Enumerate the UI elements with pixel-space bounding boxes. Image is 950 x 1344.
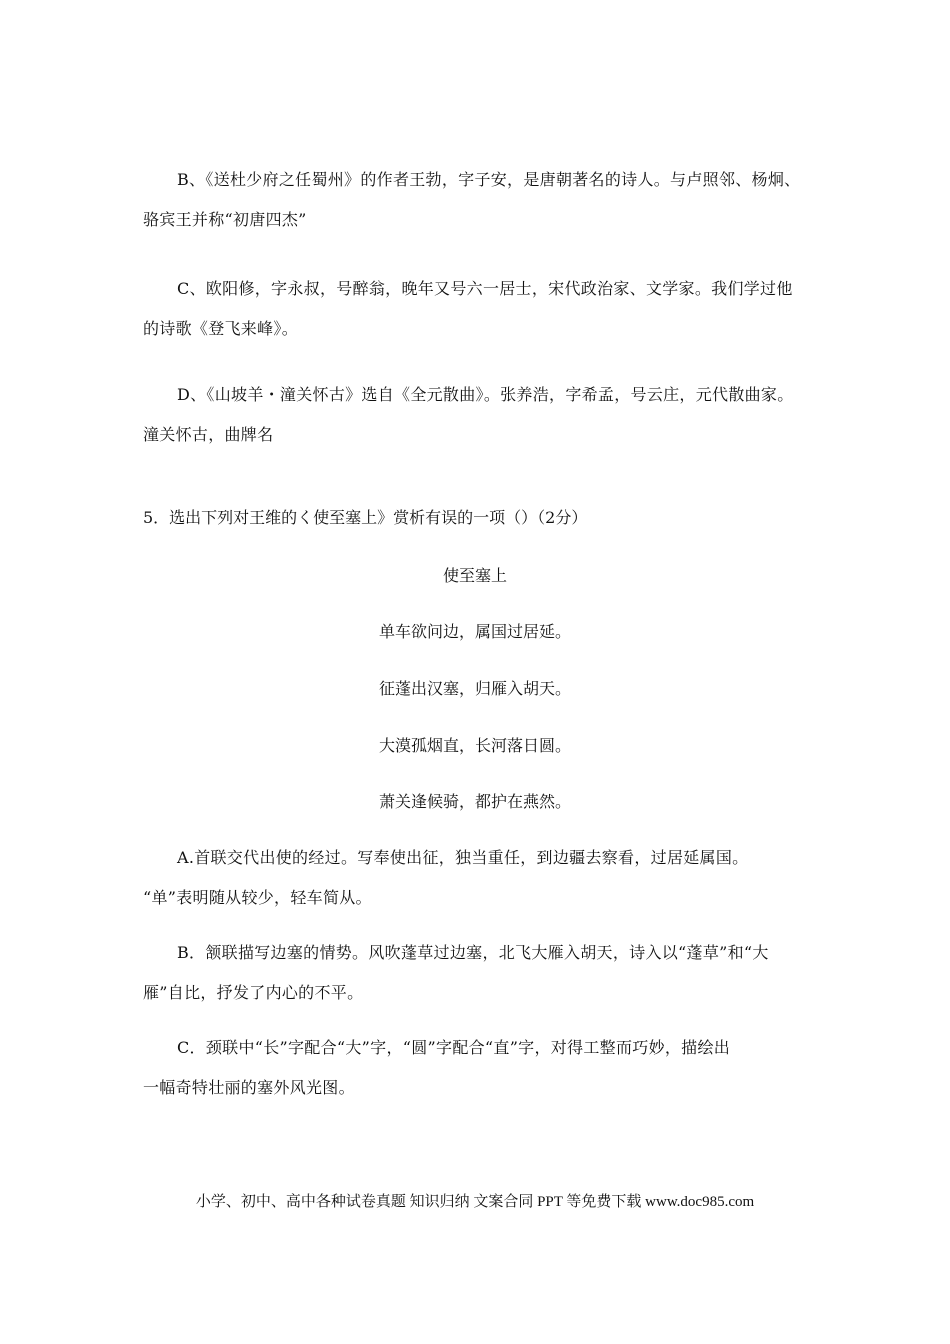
- option-line: C．颈联中“长”字配合“大”字，“圆”字配合“直”字，对得工整而巧妙，描绘出: [177, 1038, 731, 1057]
- poem-title: 使至塞上: [442, 566, 507, 585]
- page-footer: 小学、初中、高中各种试卷真题 知识归纳 文案合同 PPT 等免费下载 www.doc985.com: [195, 1194, 755, 1210]
- option-line: 雁”自比，抒发了内心的不平。: [143, 983, 364, 1002]
- option-d-prev: [143, 375, 823, 455]
- option-line: “单”表明随从较少，轻车简从。: [143, 888, 372, 907]
- option-line: B．颔联描写边塞的情势。风吹蓬草过边塞，北飞大雁入胡天，诗入以“蓬草”和“大: [177, 943, 769, 962]
- option-a-q5: [143, 838, 823, 918]
- option-c-prev: [143, 269, 823, 349]
- option-line: A.首联交代出使的经过。写奉使出征，独当重任，到边疆去察看，过居延属国。: [177, 848, 749, 867]
- option-line: 一幅奇特壮丽的塞外风光图。: [143, 1078, 355, 1097]
- question-5-stem: 5．选出下列对王维的く使至塞上》赏析有误的一项（）（2分）: [143, 508, 588, 527]
- option-line: 的诗歌《登飞来峰》。: [143, 319, 299, 338]
- option-line: C、欧阳修，字永叔，号醉翁，晚年又号六一居士，宋代政治家、文学家。我们学过他: [177, 279, 793, 298]
- poem-line: 征蓬出汉塞，归雁入胡天。: [378, 679, 571, 698]
- option-line: B、《送杜少府之任蜀州》的作者王勃，字子安，是唐朝著名的诗人。与卢照邻、杨炯、: [177, 170, 801, 189]
- option-b-prev: [143, 160, 823, 240]
- option-line: D、《山坡羊・潼关怀古》选自《全元散曲》。张养浩，字希孟，号云庄，元代散曲家。: [177, 385, 794, 404]
- poem-line: 大漠孤烟直，长河落日圆。: [378, 736, 571, 755]
- option-b-q5: [143, 933, 823, 1013]
- option-line: 骆宾王并称“初唐四杰”: [143, 210, 307, 229]
- poem-line: 萧关逢候骑，都护在燕然。: [378, 792, 571, 811]
- option-c-q5: [143, 1028, 823, 1108]
- poem-line: 单车欲问边，属国过居延。: [378, 622, 571, 641]
- option-line: 潼关怀古，曲牌名: [143, 425, 274, 444]
